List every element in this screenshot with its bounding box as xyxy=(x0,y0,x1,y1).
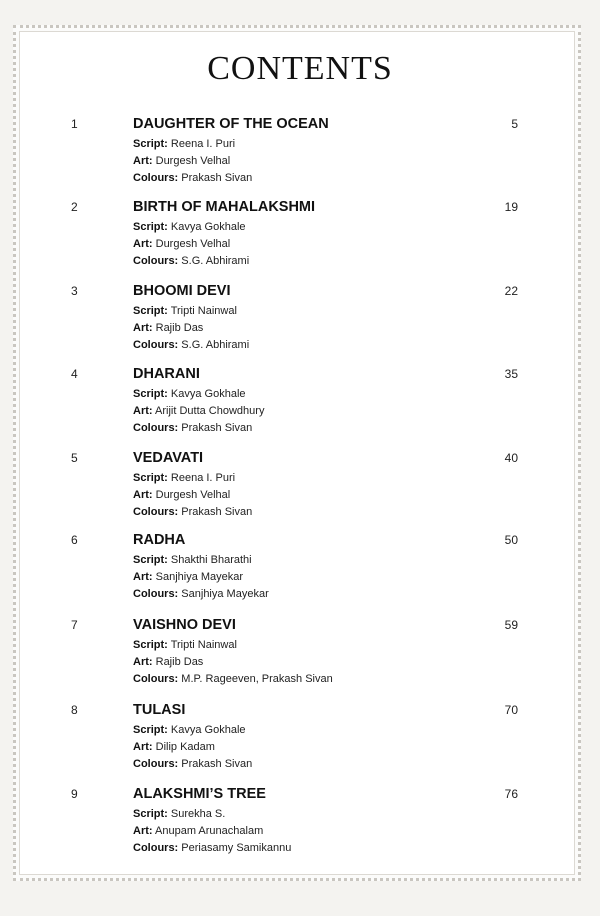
colours-label: Colours: xyxy=(133,255,179,267)
colours-label: Colours: xyxy=(133,422,179,434)
toc-entry-9[interactable] xyxy=(0,786,600,866)
colours-artist: S.G. Abhirami xyxy=(181,339,250,351)
entry-page-number: 70 xyxy=(504,703,518,717)
colours-label: Colours: xyxy=(133,842,179,854)
art-artist: Durgesh Velhal xyxy=(155,489,231,501)
entry-number: 3 xyxy=(71,284,78,298)
colours-artist: Prakash Sivan xyxy=(181,758,253,770)
colours-artist: Sanjhiya Mayekar xyxy=(181,588,269,600)
script-credit xyxy=(133,138,235,150)
entry-title[interactable]: DAUGHTER OF THE OCEAN xyxy=(133,116,329,132)
script-label: Script: xyxy=(133,639,168,651)
art-artist: Anupam Arunachalam xyxy=(155,825,264,837)
colours-label: Colours: xyxy=(133,758,179,770)
entry-title[interactable]: TULASI xyxy=(133,702,186,718)
script-author: Kavya Gokhale xyxy=(170,724,246,736)
art-label: Art: xyxy=(133,322,153,334)
toc-entry-6[interactable] xyxy=(0,532,600,612)
script-label: Script: xyxy=(133,388,168,400)
colours-label: Colours: xyxy=(133,673,179,685)
art-artist: Rajib Das xyxy=(155,322,204,334)
art-credit xyxy=(133,741,215,753)
toc-entry-8[interactable] xyxy=(0,702,600,782)
art-artist: Dilip Kadam xyxy=(155,741,215,753)
toc-entry-4[interactable] xyxy=(0,366,600,446)
art-credit xyxy=(133,825,263,837)
entry-page-number: 5 xyxy=(511,117,518,131)
toc-entry-3[interactable] xyxy=(0,283,600,363)
script-credit xyxy=(133,305,237,317)
art-artist: Durgesh Velhal xyxy=(155,238,231,250)
art-artist: Rajib Das xyxy=(155,656,204,668)
art-label: Art: xyxy=(133,238,153,250)
colours-credit xyxy=(133,673,333,685)
script-credit xyxy=(133,388,246,400)
script-label: Script: xyxy=(133,554,168,566)
script-label: Script: xyxy=(133,472,168,484)
colours-credit xyxy=(133,506,252,518)
toc-entry-7[interactable] xyxy=(0,617,600,697)
entry-page-number: 40 xyxy=(504,451,518,465)
art-credit xyxy=(133,405,264,417)
colours-credit xyxy=(133,422,252,434)
script-label: Script: xyxy=(133,138,168,150)
art-credit xyxy=(133,571,243,583)
art-credit xyxy=(133,238,230,250)
colours-artist: Prakash Sivan xyxy=(181,422,253,434)
colours-artist: Prakash Sivan xyxy=(181,172,253,184)
contents-heading: CONTENTS xyxy=(207,50,393,87)
script-author: Shakthi Bharathi xyxy=(170,554,252,566)
toc-entry-2[interactable] xyxy=(0,199,600,279)
entry-page-number: 59 xyxy=(504,618,518,632)
entry-title[interactable]: VAISHNO DEVI xyxy=(133,617,236,633)
script-credit xyxy=(133,639,237,651)
colours-credit xyxy=(133,172,252,184)
script-author: Kavya Gokhale xyxy=(170,221,246,233)
entry-title[interactable]: ALAKSHMI’S TREE xyxy=(133,786,266,802)
entry-title[interactable]: RADHA xyxy=(133,532,186,548)
entry-title[interactable]: VEDAVATI xyxy=(133,450,204,466)
script-label: Script: xyxy=(133,724,168,736)
script-author: Tripti Nainwal xyxy=(170,639,237,651)
script-label: Script: xyxy=(133,808,168,820)
script-label: Script: xyxy=(133,305,168,317)
art-label: Art: xyxy=(133,155,153,167)
script-credit xyxy=(133,554,252,566)
script-author: Reena I. Puri xyxy=(170,472,236,484)
script-author: Reena I. Puri xyxy=(170,138,236,150)
entry-page-number: 50 xyxy=(504,533,518,547)
script-credit xyxy=(133,808,225,820)
toc-entry-5[interactable] xyxy=(0,450,600,530)
colours-artist: S.G. Abhirami xyxy=(181,255,250,267)
toc-entry-1[interactable] xyxy=(0,116,600,196)
entry-number: 9 xyxy=(71,787,78,801)
colours-credit xyxy=(133,255,249,267)
script-author: Tripti Nainwal xyxy=(170,305,237,317)
art-label: Art: xyxy=(133,825,153,837)
entry-number: 5 xyxy=(71,451,78,465)
entry-title[interactable]: DHARANI xyxy=(133,366,200,382)
art-artist: Arijit Dutta Chowdhury xyxy=(155,405,265,417)
colours-credit xyxy=(133,842,291,854)
art-label: Art: xyxy=(133,405,153,417)
entry-title[interactable]: BIRTH OF MAHALAKSHMI xyxy=(133,199,316,215)
colours-artist: M.P. Rageeven, Prakash Sivan xyxy=(181,673,333,685)
entry-number: 1 xyxy=(71,117,78,131)
script-credit xyxy=(133,472,235,484)
entry-number: 2 xyxy=(71,200,78,214)
script-label: Script: xyxy=(133,221,168,233)
art-artist: Sanjhiya Mayekar xyxy=(155,571,244,583)
colours-artist: Periasamy Samikannu xyxy=(181,842,292,854)
script-author: Surekha S. xyxy=(170,808,226,820)
colours-credit xyxy=(133,588,269,600)
art-artist: Durgesh Velhal xyxy=(155,155,231,167)
colours-credit xyxy=(133,758,252,770)
entry-number: 6 xyxy=(71,533,78,547)
entry-number: 8 xyxy=(71,703,78,717)
script-credit xyxy=(133,724,246,736)
colours-artist: Prakash Sivan xyxy=(181,506,253,518)
art-credit xyxy=(133,656,203,668)
entry-page-number: 19 xyxy=(504,200,518,214)
entry-number: 7 xyxy=(71,618,78,632)
art-label: Art: xyxy=(133,571,153,583)
entry-title[interactable]: BHOOMI DEVI xyxy=(133,283,231,299)
entry-page-number: 76 xyxy=(504,787,518,801)
script-credit xyxy=(133,221,246,233)
colours-label: Colours: xyxy=(133,506,179,518)
script-author: Kavya Gokhale xyxy=(170,388,246,400)
entry-page-number: 22 xyxy=(504,284,518,298)
entry-page-number: 35 xyxy=(504,367,518,381)
colours-label: Colours: xyxy=(133,172,179,184)
art-credit xyxy=(133,155,230,167)
art-label: Art: xyxy=(133,489,153,501)
art-credit xyxy=(133,489,230,501)
art-label: Art: xyxy=(133,656,153,668)
entry-number: 4 xyxy=(71,367,78,381)
colours-label: Colours: xyxy=(133,588,179,600)
colours-label: Colours: xyxy=(133,339,179,351)
art-credit xyxy=(133,322,203,334)
art-label: Art: xyxy=(133,741,153,753)
colours-credit xyxy=(133,339,249,351)
